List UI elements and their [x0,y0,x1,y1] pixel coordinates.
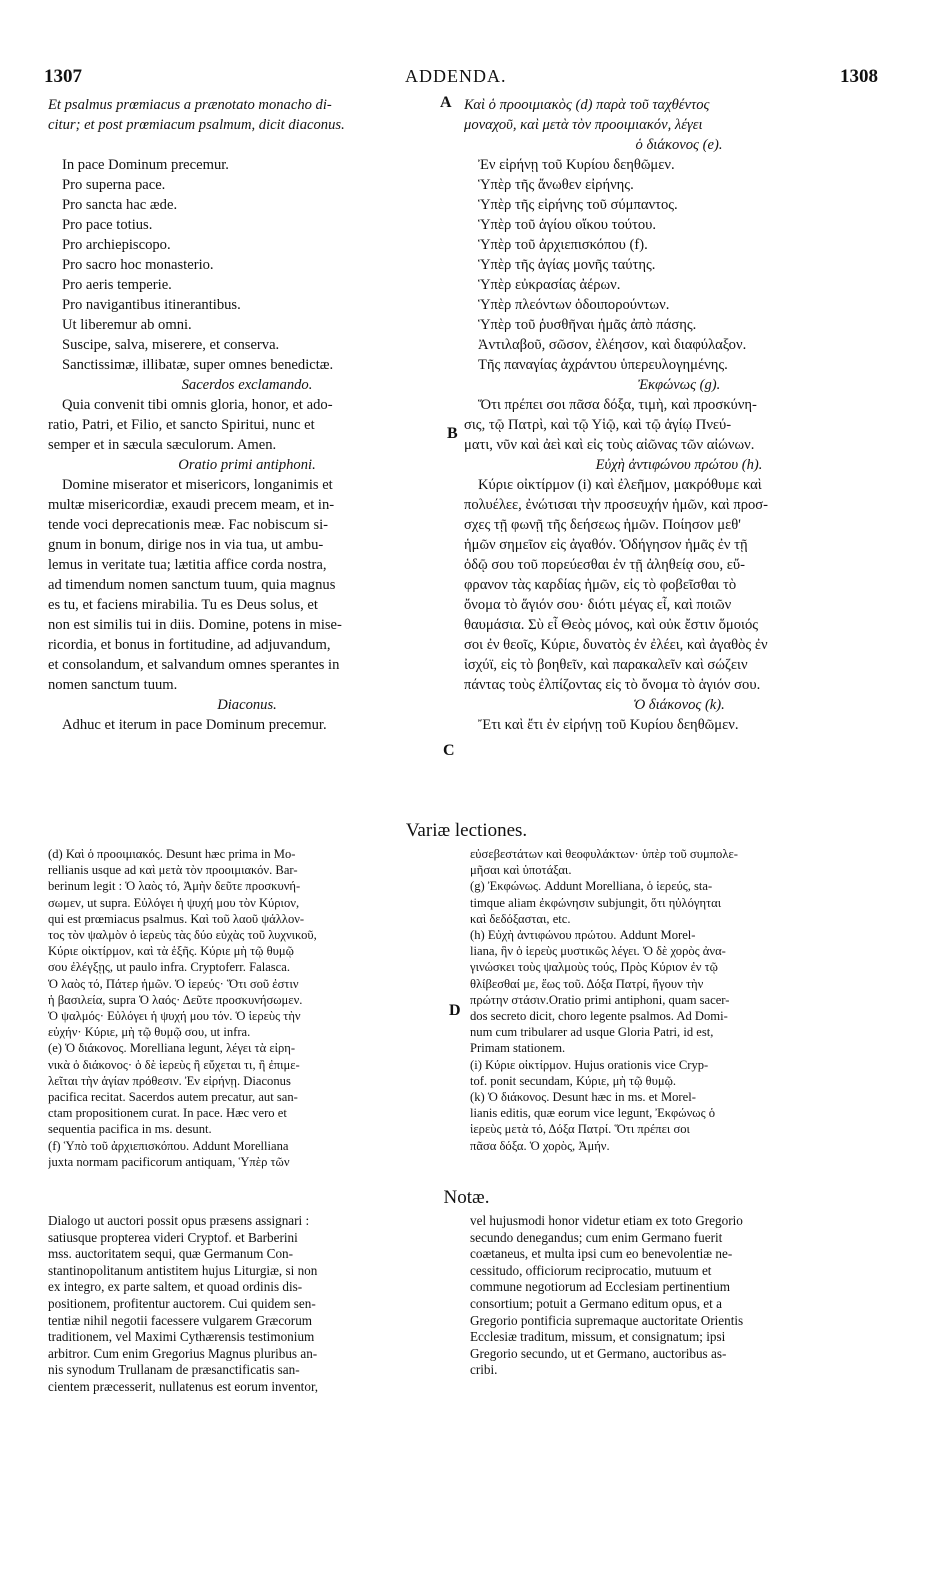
note-line: ex integro, ex parte saltem, et quoad ordinis dis- [48,1279,303,1295]
greek-line: Καὶ ὁ προοιμιακὸς (d) παρὰ τοῦ ταχθέντος [464,97,710,113]
note-line: vel hujusmodi honor videtur etiam ex toto Gregorio [470,1213,743,1228]
variant-line: Ὁ λαὸς τό, Πάτερ ἡμῶν. Ὁ ἱερεύς· Ὅτι σοῦ ἐστιν [48,976,299,991]
latin-line: multæ misericordiæ, exaudi precem meam, et in- [48,497,335,513]
note-line: cribi. [470,1362,498,1378]
variant-line: qui est prœmiacus psalmus. Καὶ τοῦ λαοῦ ψάλλον- [48,911,305,926]
greek-line: πάντας τοὺς ἐλπίζοντας εἰς τὸ ὄνομα τὸ ἁγιόν σου. [464,677,761,693]
note-line: stantinopolitanum antistitem hujus Liturgiæ, si non [48,1262,318,1278]
latin-line: Pro sancta hac æde. [62,197,178,213]
latin-line: es tu, et faciens mirabilia. Tu es Deus solus, et [48,597,318,613]
note-line: Gregorio pontificia supremaque auctoritate Orientis [470,1312,744,1328]
variant-line: sequentia pacifica in ms. desunt. [48,1122,212,1137]
running-header: ADDENDA. [405,66,507,86]
note-line: Ecclesiæ traditum, missum, et consignatum; ipsi [470,1329,726,1345]
greek-line: Τῆς παναγίας ἀχράντου ὑπερευλογημένης. [478,357,728,373]
variant-line: (g) Ἐκφώνως. Addunt Morelliana, ὁ ἱερεύς, sta- [470,879,713,894]
latin-line [48,135,446,155]
note-line: cientem præcesserit, nullatenus est eorum inventor, [48,1378,319,1394]
variant-line: γινώσκει τοὺς ψαλμοὺς τούς, Πρὸς Κύριον ἐν τῷ [470,960,718,975]
greek-line: Κύριε οἰκτίρμον (i) καὶ ἐλεῆμον, μακρόθυμε καὶ [478,477,762,493]
variant-line: μῆσαι καὶ ὑποτάξαι. [470,863,572,878]
greek-line: Ἐν εἰρήνῃ τοῦ Κυρίου δεηθῶμεν. [478,157,675,173]
variant-line: εὐχήν· Κύριε, μὴ τῷ θυμῷ σου, ut infra. [48,1025,251,1040]
note-line: cessitudo, officiorum reciprocatio, mutuum et [470,1262,712,1278]
greek-line: σοι ἐν θεοῖς, Κύριε, δυνατὸς ἐν ἐλέει, καὶ ἀγαθὸς ἐν [464,637,768,653]
note-line: satiusque propterea videri Cryptof. et Barberini [48,1229,298,1245]
variant-line: Ὁ ψαλμός· Εὐλόγει ἡ ψυχή μου τόν. Ὁ ἱερεὺς τὴν [48,1009,301,1024]
greek-line: Εὐχὴ ἀντιφώνου πρώτου (h). [595,457,763,473]
greek-line: Ἔτι καὶ ἔτι ἐν εἰρήνῃ τοῦ Κυρίου δεηθῶμεν. [478,717,739,733]
greek-line: Ὑπὲρ τῆς ἁγίας μονῆς ταύτης. [478,257,656,273]
margin-marker-c: C [443,742,455,759]
latin-line: Et psalmus prœmiacus a prænotato monacho di- [48,97,332,113]
latin-line: gnum in bonum, dirige nos in via tua, ut ambu- [48,537,324,553]
variant-line: rellianis usque ad καὶ μετὰ τὸν προοιμιακόν. Bar- [48,863,298,878]
margin-marker-d: D [449,1002,461,1019]
latin-line: semper et in sæcula sæculorum. Amen. [48,437,277,453]
variant-line: pacifica recitat. Sacerdos autem precatur, aut san- [48,1090,298,1105]
variant-line: dos secreto dicit, choro legente psalmos. Ad Domi- [470,1009,728,1024]
latin-line: lemus in veritate tua; lætitia affice corda nostra, [48,557,327,573]
note-line: mss. auctoritatem sequi, quæ Germanum Con- [48,1246,294,1262]
greek-line: Ὑπὲρ πλεόντων ὁδοιπορούντων. [478,297,670,313]
variant-line: (d) Καὶ ὁ προοιμιακός. Desunt hæc prima in Mo- [48,847,296,861]
greek-line: ἡμῶν σημεῖον εἰς ἀγαθόν. Ὁδήγησον ἡμᾶς ἐν τῇ [464,537,748,553]
greek-line: Ὅτι πρέπει σοι πᾶσα δόξα, τιμὴ, καὶ προσκύνη- [478,397,757,413]
variant-line: τος τὸν ψαλμὸν ὁ ἱερεὺς τὰς δύο εὐχὰς τοῦ λυχνικοῦ, [48,928,317,943]
latin-line: ricordia, et bonus in fortitudine, ad adjuvandum, [48,637,331,653]
variae-lectiones-left [48,846,458,1170]
greek-line: Ὑπὲρ τοῦ ἁγίου οἴκου τούτου. [478,217,657,233]
variae-lectiones-heading: Variæ lectiones. [405,820,528,841]
latin-line: Quia convenit tibi omnis gloria, honor, et ado- [62,397,333,413]
variant-line: berinum legit : Ὁ λαὸς τό, Ἀμὴν δεῦτε προσκυνή- [48,879,301,894]
greek-line: μοναχοῦ, καὶ μετὰ τὸν προοιμιακόν, λέγει [464,117,703,133]
greek-line: θαυμάσια. Σὺ εἶ Θεὸς μόνος, καὶ οὐκ ἔστιν ὅμοιός [464,617,759,633]
greek-line: Ὑπὲρ τῆς εἰρήνης τοῦ σύμπαντος. [478,197,678,213]
note-line: arbitror. Cum enim Gregorius Magnus pluribus an- [48,1345,318,1361]
variant-line: (k) Ὁ διάκονος. Desunt hæc in ms. et Morel- [470,1090,696,1105]
note-line: secundo denegandus; cum enim Germano fuerit [470,1229,723,1245]
latin-line: Pro pace totius. [62,217,153,233]
note-line: tentiæ nihil negotii facessere vulgarem Græcorum [48,1312,313,1328]
margin-marker-b: B [447,425,458,442]
greek-line: Ὑπὲρ τοῦ ῥυσθῆναι ἡμᾶς ἀπὸ πάσης. [478,317,697,333]
notae-right [470,1213,890,1379]
latin-line: Diaconus. [217,697,277,713]
latin-line: Pro archiepiscopo. [62,237,171,253]
variant-line: σου ἐλέγξῃς, ut paulo infra. Cryptoferr. Falasca. [48,960,291,975]
latin-line: Ut liberemur ab omni. [62,317,192,333]
latin-line: Sanctissimæ, illibatæ, super omnes benedictæ. [62,357,334,373]
variant-line: καὶ δεδόξασται, etc. [470,911,571,926]
left-page-number: 1307 [44,66,82,87]
variant-line: tof. ponit secundam, Κύριε, μὴ τῷ θυμῷ. [470,1073,677,1088]
variant-line: Κύριε οἰκτίρμον, καὶ τὰ ἑξῆς. Κύριε μὴ τῷ θυμῷ [48,944,294,959]
greek-line: ὁδῷ σου τοῦ πορεύεσθαι ἐν τῇ ἀληθείᾳ σου, εὔ- [464,557,745,573]
latin-line: Pro sacro hoc monasterio. [62,257,214,273]
variant-line: (f) Ὑπὸ τοῦ ἀρχιεπισκόπου. Addunt Morelliana [48,1138,289,1153]
variant-line: λεῖται τὴν ἁγίαν πρόθεσιν. Ἐν εἰρήνῃ. Diaconus [48,1073,291,1088]
latin-line: citur; et post prœmiacum psalmum, dicit diaconus. [48,117,345,133]
variant-line: πᾶσα δόξα. Ὁ χορὸς, Ἀμήν. [470,1138,610,1153]
greek-line: ὄνομα τὸ ἅγιόν σου· διότι μέγας εἶ, καὶ ποιῶν [464,597,732,613]
greek-line: ματι, νῦν καὶ ἀεὶ καὶ εἰς τοὺς αἰῶνας τῶν αἰώνων. [464,437,755,453]
note-line: coætaneus, et multa ipsi cum eo benevolentiæ ne- [470,1246,733,1262]
greek-line: Ἐκφώνως (g). [637,377,721,393]
latin-line: non est similis tui in diis. Domine, potens in mise- [48,617,342,633]
variant-line: (h) Εὐχὴ ἀντιφώνου πρώτου. Addunt Morel- [470,928,696,943]
greek-line: ὁ διάκονος (e). [635,137,723,153]
latin-line: Sacerdos exclamando. [181,377,313,393]
variant-line: lianis editis, quæ eorum vice legunt, Ἐκφώνως ὁ [470,1106,716,1121]
latin-line: et consolandum, et salvandum omnes sperantes in [48,657,340,673]
latin-line: ad timendum nomen sanctum tuum, quia magnus [48,577,336,593]
greek-line: φρανον τὰς καρδίας ἡμῶν, εἰς τὸ φοβεῖσθαι τὸ [464,577,737,593]
latin-line: Oratio primi antiphoni. [178,457,316,473]
latin-line: In pace Dominum precemur. [62,157,229,173]
variant-line: θλίβεσθαί με, ἕως τοῦ. Δόξα Πατρί, ἤγουν τὴν [470,976,704,991]
variant-line: ἱερεὺς μετὰ τό, Δόξα Πατρί. Ὅτι πρέπει σοι [470,1122,690,1137]
note-line: traditionem, vel Maximi Cythærensis testimonium [48,1329,315,1345]
variant-line: νικὰ ὁ διάκονος· ὁ δὲ ἱερεὺς ἢ εὔχεται τι, ἢ ἐπιμε- [48,1057,300,1072]
latin-line: nomen sanctum tuum. [48,677,178,693]
note-line: consortium; potuit a Germano editum opus, et a [470,1295,722,1311]
latin-line: Suscipe, salva, miserere, et conserva. [62,337,280,353]
note-line: Dialogo ut auctori possit opus præsens assignari : [48,1213,310,1228]
variant-line: Primam stationem. [470,1041,566,1056]
greek-line: πολυέλεε, ἐνώτισαι τὴν προσευχήν ἡμῶν, καὶ προσ- [464,497,769,513]
variant-line: ἡ βασιλεία, supra Ὁ λαός· Δεῦτε προσκυνήσωμεν. [48,992,303,1007]
variant-line: juxta normam pacificorum antiquam, Ὑπὲρ τῶν [48,1154,290,1169]
note-line: Gregorio secundo, ut et Germano, auctoribus as- [470,1345,727,1361]
note-line: commune negotiorum ad Ecclesiam pertinentium [470,1279,731,1295]
greek-line: Ὑπὲρ τοῦ ἀρχιεπισκόπου (f). [478,237,648,253]
note-line: positionem, profitentur auctorem. Cui quidem sen- [48,1295,316,1311]
latin-line: Pro navigantibus itinerantibus. [62,297,241,313]
latin-line: Pro superna pace. [62,177,166,193]
latin-line: ratio, Patri, et Filio, et sancto Spiritui, nunc et [48,417,315,433]
greek-text-column [464,95,894,735]
greek-line: Ὑπὲρ εὐκρασίας ἀέρων. [478,277,621,293]
note-line: nis synodum Trullanam de præsanctificatis san- [48,1362,300,1378]
notae-heading: Notæ. [443,1187,490,1208]
variant-line: ctam propositionem curat. In pace. Hæc vero et [48,1106,287,1121]
variant-line: (e) Ὁ διάκονος. Morelliana legunt, λέγει τὰ εἰρη- [48,1041,296,1056]
latin-line: Domine miserator et misericors, longanimis et [62,477,333,493]
right-page-number: 1308 [840,66,878,87]
variant-line: timque aliam ἐκφώνησιν subjungit, ὅτι ηὐλόγηται [470,895,722,910]
variant-line: liana, ἣν ὁ ἱερεὺς μυστικῶς λέγει. Ὁ δὲ χορὸς ἀνα- [470,944,726,959]
variant-line: (i) Κύριε οἰκτίρμον. Hujus orationis vice Cryp- [470,1057,709,1072]
latin-line: Pro aeris temperie. [62,277,172,293]
latin-line: tende voci deprecationis meæ. Fac nobiscum si- [48,517,329,533]
latin-text-column [48,95,446,735]
greek-line: Ἀντιλαβοῦ, σῶσον, ἐλέησον, καὶ διαφύλαξον. [478,337,747,353]
variant-line: εὐσεβεστάτων καὶ θεοφυλάκτων· ὑπὲρ τοῦ συμπολε- [470,847,738,861]
greek-line: Ὑπὲρ τῆς ἄνωθεν εἰρήνης. [478,177,634,193]
greek-line: σις, τῷ Πατρὶ, καὶ τῷ Υἱῷ, καὶ τῷ ἁγίῳ Πνεύ- [464,417,732,433]
greek-line: ἰσχύϊ, εἰς τὸ βοηθεῖν, καὶ παρακαλεῖν καὶ σώζειν [464,657,748,673]
greek-line: σχες τῇ φωνῇ τῆς δεήσεως ἡμῶν. Ποίησον μεθ' [464,517,741,533]
greek-line: Ὁ διάκονος (k). [633,697,725,713]
variant-line: σωμεν, ut supra. Εὐλόγει ἡ ψυχή μου τὸν Κύριον, [48,895,300,910]
latin-line: Adhuc et iterum in pace Dominum precemur. [62,717,327,733]
variant-line: num cum tribularer ad usque Gloria Patri, id est, [470,1025,714,1040]
notae-left [48,1213,456,1396]
variae-lectiones-right [470,846,890,1154]
variant-line: πρώτην στάσιν.Oratio primi antiphoni, quam sacer- [470,992,730,1007]
margin-marker-a: A [440,94,452,111]
